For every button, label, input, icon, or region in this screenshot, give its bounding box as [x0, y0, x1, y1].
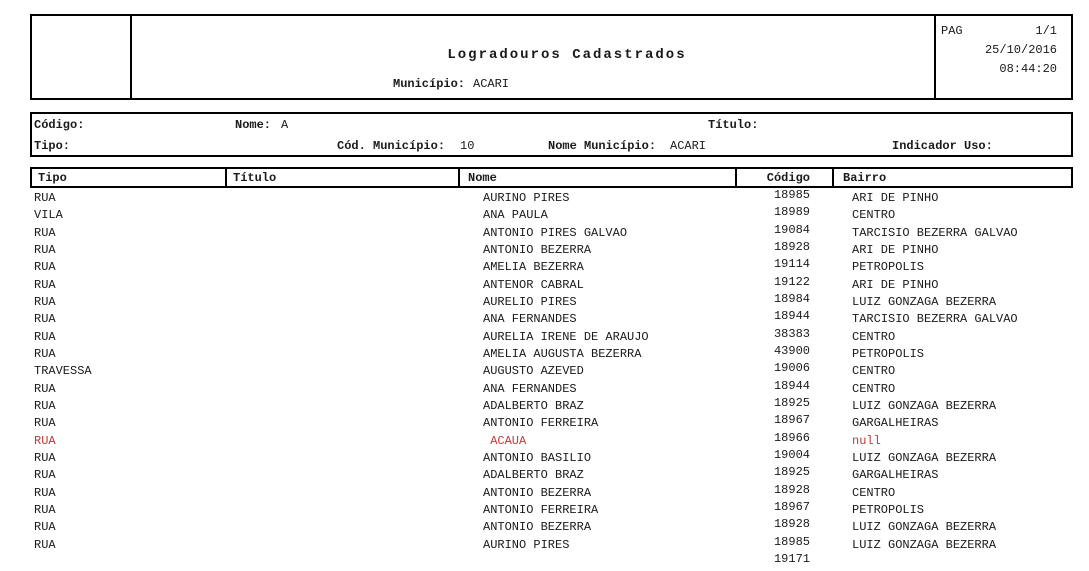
cell-bairro: TARCISIO BEZERRA GALVAO	[852, 312, 1018, 327]
cell-tipo: RUA	[34, 485, 56, 500]
cell-tipo: RUA	[34, 329, 56, 344]
cell-tipo: RUA	[34, 416, 56, 431]
cell-nome: ANTENOR CABRAL	[483, 277, 584, 292]
table-row	[0, 499, 1089, 519]
cell-bairro: LUIZ GONZAGA BEZERRA	[852, 520, 997, 535]
col-header-bairro: Bairro	[843, 171, 887, 185]
cell-nome: AURELIO PIRES	[483, 294, 577, 309]
table-row	[0, 291, 1089, 311]
municipio-value: ACARI	[473, 77, 510, 91]
cell-nome: AUGUSTO AZEVED	[483, 364, 584, 379]
table-row	[0, 534, 1089, 554]
cell-codigo: 18984	[773, 291, 810, 306]
municipio-label: Município:	[393, 77, 466, 91]
page-info-cell	[934, 16, 1071, 98]
col-divider	[225, 169, 227, 186]
col-header-tipo: Tipo	[38, 171, 67, 185]
cell-tipo: RUA	[34, 242, 56, 257]
cell-bairro: ARI DE PINHO	[852, 191, 939, 205]
table-row	[0, 395, 1089, 415]
cell-codigo: 19114	[773, 257, 810, 272]
cell-codigo: 18985	[773, 534, 810, 549]
cell-nome: ANTONIO BEZERRA	[483, 520, 592, 535]
cell-bairro: GARGALHEIRAS	[852, 416, 939, 431]
table-row	[0, 343, 1089, 363]
cell-nome: ADALBERTO BRAZ	[483, 398, 584, 413]
cell-codigo: 18966	[773, 430, 810, 445]
table-body	[0, 190, 1089, 571]
cell-tipo: RUA	[34, 450, 56, 465]
table-row	[0, 222, 1089, 242]
cell-codigo: 18985	[773, 188, 810, 202]
cell-nome: ACAUA	[483, 433, 527, 448]
table-row-clipped	[0, 551, 1089, 571]
cell-bairro: PETROPOLIS	[852, 502, 925, 517]
cell-codigo: 18928	[773, 482, 810, 497]
cell-bairro: LUIZ GONZAGA BEZERRA	[852, 537, 997, 552]
cell-tipo: RUA	[34, 502, 56, 517]
cell-bairro: CENTRO	[852, 208, 896, 223]
cell-codigo: 18967	[773, 413, 810, 428]
col-header-nome: Nome	[468, 171, 497, 185]
table-row	[0, 207, 1089, 224]
cell-tipo: RUA	[34, 260, 56, 275]
filter-box	[30, 112, 1073, 157]
header-logo-divider	[130, 16, 132, 98]
cell-tipo: RUA	[34, 537, 56, 552]
table-row	[0, 311, 1089, 328]
cell-nome: AURINO PIRES	[483, 537, 570, 552]
table-row	[0, 519, 1089, 536]
table-row	[0, 415, 1089, 432]
table-row	[0, 447, 1089, 467]
col-header-codigo: Código	[766, 171, 810, 185]
cell-bairro: null	[852, 433, 881, 448]
cell-bairro: PETROPOLIS	[852, 260, 925, 275]
cell-nome: ANTONIO PIRES GALVAO	[483, 225, 628, 240]
cell-tipo: RUA	[34, 398, 56, 413]
cell-nome: ANTONIO BASILIO	[483, 450, 592, 465]
cell-tipo: RUA	[34, 191, 56, 205]
cell-nome: AMELIA AUGUSTA BEZERRA	[483, 346, 642, 361]
cell-bairro: GARGALHEIRAS	[852, 468, 939, 483]
cell-codigo: 18944	[773, 309, 810, 324]
report-date: 25/10/2016	[984, 43, 1057, 57]
cell-nome: AURINO PIRES	[483, 191, 570, 205]
table-row-highlighted	[0, 430, 1089, 450]
cell-bairro: LUIZ GONZAGA BEZERRA	[852, 450, 997, 465]
cell-nome: ANA FERNANDES	[483, 381, 577, 396]
filter-nome-label: Nome:	[235, 118, 272, 132]
cell-tipo: RUA	[34, 312, 56, 327]
cell-nome: AMELIA BEZERRA	[483, 260, 584, 275]
cell-nome: ANTONIO BEZERRA	[483, 485, 592, 500]
cell-bairro: LUIZ GONZAGA BEZERRA	[852, 294, 997, 309]
table-row	[0, 378, 1089, 398]
cell-bairro: CENTRO	[852, 381, 896, 396]
cell-tipo: RUA	[34, 468, 56, 483]
cell-codigo: 19171	[773, 551, 810, 566]
filter-cod-municipio-label: Cód. Município:	[337, 139, 446, 153]
cell-bairro: CENTRO	[852, 329, 896, 344]
cell-nome: ADALBERTO BRAZ	[483, 468, 584, 483]
cell-tipo: RUA	[34, 381, 56, 396]
cell-tipo: RUA	[34, 520, 56, 535]
cell-nome: ANA PAULA	[483, 208, 548, 223]
cell-tipo: RUA	[34, 294, 56, 309]
cell-codigo: 19122	[773, 274, 810, 289]
report-time: 08:44:20	[999, 62, 1057, 76]
cell-codigo: 18925	[773, 395, 810, 410]
pag-value: 1/1	[1035, 24, 1057, 38]
filter-titulo-label: Título:	[708, 118, 759, 132]
report-header	[30, 14, 1073, 100]
cell-tipo: RUA	[34, 346, 56, 361]
cell-bairro: ARI DE PINHO	[852, 277, 939, 292]
table-row	[0, 239, 1089, 259]
cell-bairro: CENTRO	[852, 364, 896, 379]
cell-nome: ANTONIO BEZERRA	[483, 242, 592, 257]
table-header	[30, 167, 1073, 188]
cell-codigo: 18928	[773, 517, 810, 532]
table-row	[0, 259, 1089, 276]
cell-codigo: 43900	[773, 343, 810, 358]
cell-codigo: 19004	[773, 447, 810, 462]
cell-bairro: CENTRO	[852, 485, 896, 500]
cell-codigo: 38383	[773, 326, 810, 341]
cell-nome: AURELIA IRENE DE ARAUJO	[483, 329, 649, 344]
cell-tipo: VILA	[34, 208, 63, 223]
filter-tipo-label: Tipo:	[34, 139, 71, 153]
col-divider	[458, 169, 460, 186]
cell-codigo: 19084	[773, 222, 810, 237]
table-row	[0, 326, 1089, 346]
cell-bairro: ARI DE PINHO	[852, 242, 939, 257]
cell-bairro: TARCISIO BEZERRA GALVAO	[852, 225, 1018, 240]
cell-bairro: PETROPOLIS	[852, 346, 925, 361]
table-row	[0, 467, 1089, 484]
cell-tipo: TRAVESSA	[34, 364, 92, 379]
table-row	[0, 190, 1089, 207]
table-row	[0, 274, 1089, 294]
cell-bairro: LUIZ GONZAGA BEZERRA	[852, 398, 997, 413]
cell-nome: ANA FERNANDES	[483, 312, 577, 327]
col-header-titulo: Título	[233, 171, 277, 185]
cell-codigo: 18944	[773, 378, 810, 393]
filter-codigo-label: Código:	[34, 118, 85, 132]
cell-codigo: 18928	[773, 239, 810, 254]
filter-cod-municipio-value: 10	[460, 139, 475, 153]
cell-codigo: 18989	[773, 205, 810, 220]
cell-nome: ANTONIO FERREIRA	[483, 502, 599, 517]
cell-tipo: RUA	[34, 277, 56, 292]
pag-label: PAG	[941, 24, 963, 38]
cell-tipo: RUA	[34, 225, 56, 240]
table-row	[0, 482, 1089, 502]
col-divider	[832, 169, 834, 186]
cell-codigo: 18925	[773, 465, 810, 480]
filter-nome-municipio-value: ACARI	[670, 139, 707, 153]
page-number-line	[941, 22, 1057, 41]
table-row	[0, 363, 1089, 380]
cell-codigo: 19006	[773, 361, 810, 376]
filter-nome-value: A	[281, 118, 289, 132]
cell-nome: ANTONIO FERREIRA	[483, 416, 599, 431]
cell-codigo: 18967	[773, 499, 810, 514]
filter-indicador-uso-label: Indicador Uso:	[892, 139, 993, 153]
report-title: Logradouros Cadastrados	[447, 47, 687, 63]
filter-nome-municipio-label: Nome Município:	[548, 139, 657, 153]
cell-tipo: RUA	[34, 433, 56, 448]
